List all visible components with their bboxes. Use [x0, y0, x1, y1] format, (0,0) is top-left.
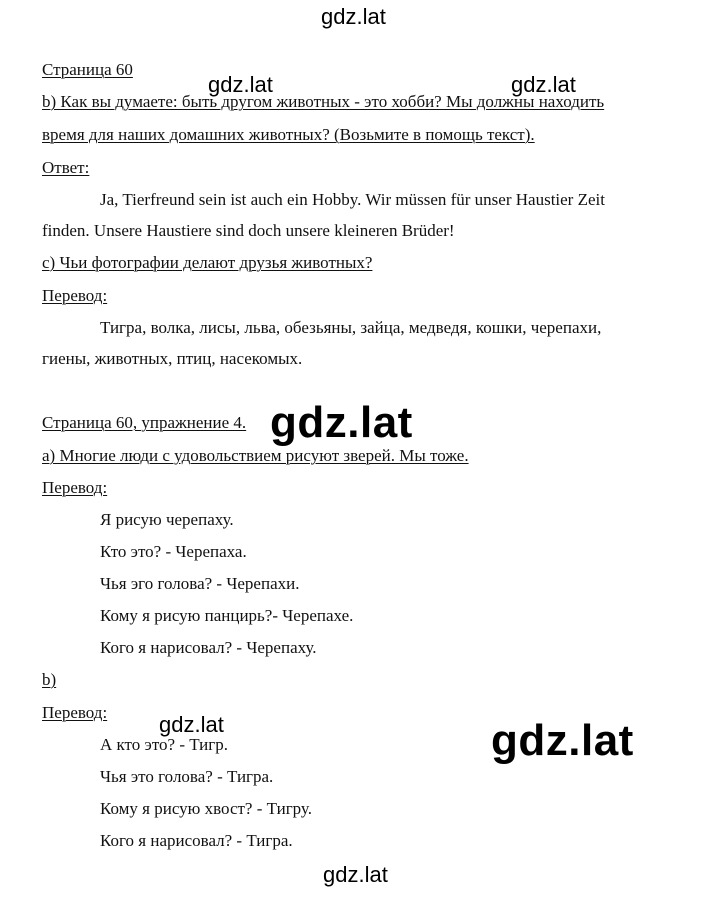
translation-a-line: Кого я нарисовал? - Черепаху.	[100, 638, 317, 657]
task-b-line-2: время для наших домашних животных? (Возьмите в помощь текст).	[42, 125, 535, 144]
task-a: a) Многие люди с удовольствием рисуют зверей. Мы тоже.	[42, 446, 469, 465]
answer-label: Ответ:	[42, 158, 90, 177]
translation-line-2: гиены, животных, птиц, насекомых.	[42, 349, 303, 368]
watermark-header-left: gdz.lat	[208, 72, 273, 97]
translation-label-a: Перевод:	[42, 478, 108, 497]
exercise-heading: Страница 60, упражнение 4.	[42, 413, 247, 432]
task-b-label: b)	[42, 670, 57, 689]
translation-b-line: А кто это? - Тигр.	[100, 735, 229, 754]
translation-a-line: Кто это? - Черепаха.	[100, 542, 247, 561]
watermark-header-right: gdz.lat	[511, 72, 576, 97]
watermark-bottom: gdz.lat	[323, 862, 388, 887]
translation-a-line: Чья эго голова? - Черепахи.	[100, 574, 300, 593]
translation-a-line: Кому я рисую панцирь?- Черепахе.	[100, 606, 354, 625]
translation-b-line: Кому я рисую хвост? - Тигру.	[100, 799, 312, 818]
watermark-middle-big: gdz.lat	[270, 398, 413, 447]
watermark-small-left: gdz.lat	[159, 712, 224, 737]
answer-line-1: Ja, Tierfreund sein ist auch ein Hobby. Wir müssen für unser Haustier Zeit	[100, 190, 605, 209]
translation-b-line: Кого я нарисовал? - Тигра.	[100, 831, 293, 850]
translation-a-line: Я рисую черепаху.	[100, 510, 234, 529]
translation-label-b: Перевод:	[42, 703, 108, 722]
answer-line-2: finden. Unsere Haustiere sind doch unsere kleineren Brüder!	[42, 221, 455, 240]
watermark-big-right: gdz.lat	[491, 716, 634, 765]
task-c: c) Чьи фотографии делают друзья животных?	[42, 253, 373, 272]
translation-label: Перевод:	[42, 286, 108, 305]
translation-b-line: Чья это голова? - Тигра.	[100, 767, 274, 786]
translation-line-1: Тигра, волка, лисы, льва, обезьяны, зайца, медведя, кошки, черепахи,	[100, 318, 602, 337]
watermark-top: gdz.lat	[321, 4, 386, 29]
page-heading: Страница 60	[42, 60, 133, 79]
task-b-line-1: b) Как вы думаете: быть другом животных - это хобби? Мы должны находить	[42, 92, 605, 111]
